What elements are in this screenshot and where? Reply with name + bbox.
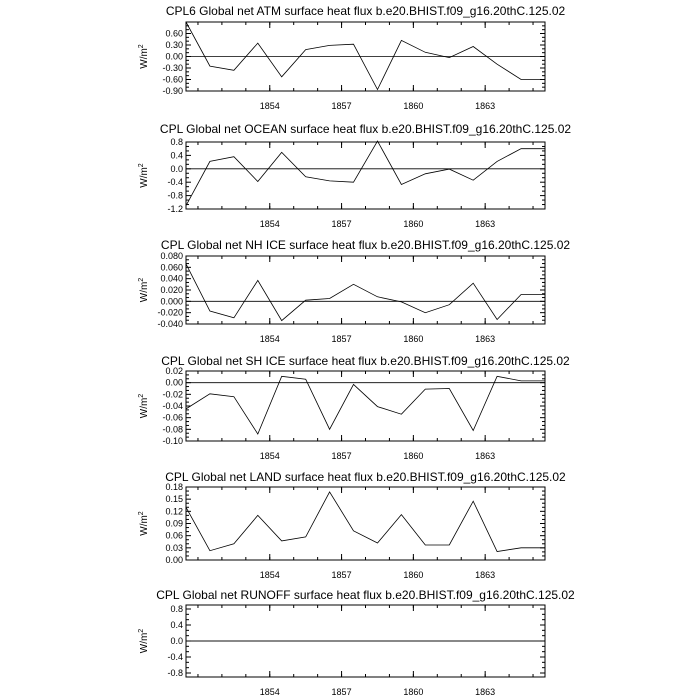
y-axis-label: $W/m^2$ — [138, 277, 150, 303]
y-tick-label: 0.30 — [165, 40, 183, 50]
x-tick-label: 1860 — [403, 334, 424, 344]
plot-frame — [186, 142, 545, 209]
x-tick-label: 1860 — [403, 101, 424, 111]
y-tick-label: 0.00 — [165, 51, 183, 62]
x-tick-label: 1857 — [331, 687, 352, 697]
x-tick-label: 1854 — [259, 451, 280, 461]
x-tick-label: 1860 — [403, 687, 424, 697]
chart-panel-3 — [138, 238, 570, 344]
y-tick-label: -0.90 — [162, 86, 183, 96]
y-tick-label: -0.60 — [162, 74, 183, 85]
series-line — [186, 264, 545, 321]
chart-panel-2 — [138, 122, 571, 229]
y-tick-label: -0.04 — [162, 401, 183, 411]
y-tick-label: 0.02 — [165, 366, 183, 376]
y-tick-label: 0.080 — [160, 251, 183, 261]
x-tick-label: 1863 — [475, 219, 496, 229]
y-tick-label: -0.10 — [162, 436, 183, 446]
series-line — [186, 492, 545, 552]
y-tick-label: 0.4 — [170, 150, 183, 161]
chart-title: CPL6 Global net ATM surface heat flux b.e20.BHIST.f09_g16.20thC.125.02 — [165, 4, 566, 18]
y-tick-label: -0.020 — [157, 307, 183, 318]
chart-title: CPL Global net OCEAN surface heat flux b.e20.BHIST.f09_g16.20thC.125.02 — [159, 122, 572, 136]
y-tick-label: 0.0 — [170, 163, 183, 174]
x-tick-label: 1863 — [475, 687, 496, 697]
y-tick-label: 0.8 — [170, 604, 183, 614]
x-tick-label: 1854 — [259, 101, 280, 111]
y-tick-label: 0.60 — [165, 28, 183, 39]
x-tick-label: 1854 — [259, 334, 280, 344]
x-tick-label: 1857 — [331, 451, 352, 461]
chart-title: CPL Global net RUNOFF surface heat flux b.e20.BHIST.f09_g16.20thC.125.02 — [156, 588, 575, 602]
y-tick-label: -0.040 — [157, 319, 183, 329]
x-tick-label: 1854 — [259, 570, 280, 580]
y-tick-label: 0.12 — [165, 506, 183, 517]
y-tick-label: 0.060 — [160, 262, 183, 273]
y-tick-label: 0.0 — [170, 636, 183, 646]
y-tick-label: 0.00 — [165, 377, 183, 388]
x-tick-label: 1863 — [475, 570, 496, 580]
x-tick-label: 1857 — [331, 219, 352, 229]
x-tick-label: 1857 — [331, 570, 352, 580]
plot-frame — [186, 256, 545, 324]
series-line — [186, 141, 545, 206]
x-tick-label: 1857 — [331, 334, 352, 344]
x-tick-label: 1863 — [475, 101, 496, 111]
y-tick-label: -1.2 — [167, 204, 183, 214]
y-tick-label: 0.09 — [165, 518, 183, 529]
chart-title: CPL Global net SH ICE surface heat flux b.e20.BHIST.f09_g16.20thC.125.02 — [161, 354, 570, 368]
chart-panel-1 — [138, 4, 566, 111]
y-tick-label: 0.00 — [165, 555, 183, 565]
x-tick-label: 1857 — [331, 101, 352, 111]
y-tick-label: -0.02 — [162, 389, 183, 400]
y-tick-label: 0.020 — [160, 285, 183, 295]
y-axis-label: $W/m^2$ — [138, 628, 150, 654]
x-tick-label: 1863 — [475, 334, 496, 344]
y-tick-label: -0.8 — [167, 668, 183, 678]
chart-title: CPL Global net NH ICE surface heat flux b.e20.BHIST.f09_g16.20thC.125.02 — [160, 238, 571, 252]
y-tick-label: 0.4 — [170, 620, 183, 630]
x-tick-label: 1854 — [259, 687, 280, 697]
series-line — [186, 376, 545, 434]
y-tick-label: 0.040 — [160, 273, 183, 284]
y-tick-label: 0.8 — [170, 137, 183, 147]
y-tick-label: 0.000 — [160, 296, 183, 307]
y-axis-label: $W/m^2$ — [138, 163, 150, 188]
y-tick-label: 0.06 — [165, 530, 183, 541]
y-tick-label: 0.18 — [165, 482, 183, 492]
y-axis-label: $W/m^2$ — [138, 44, 150, 69]
y-axis-label: $W/m^2$ — [138, 511, 150, 536]
y-tick-label: -0.4 — [167, 652, 183, 662]
y-tick-label: -0.4 — [167, 177, 183, 188]
plot-frame — [186, 487, 545, 560]
x-tick-label: 1863 — [475, 451, 496, 461]
x-tick-label: 1854 — [259, 219, 280, 229]
y-tick-label: -0.30 — [162, 63, 183, 73]
series-line — [186, 22, 545, 90]
y-tick-label: -0.8 — [167, 190, 183, 201]
y-tick-label: 0.15 — [165, 494, 183, 505]
y-tick-label: -0.08 — [162, 424, 183, 435]
y-tick-label: 0.03 — [165, 542, 183, 553]
chart-panel-4 — [138, 354, 570, 461]
chart-panel-6 — [138, 588, 575, 697]
x-tick-label: 1860 — [403, 219, 424, 229]
chart-title: CPL Global net LAND surface heat flux b.e20.BHIST.f09_g16.20thC.125.02 — [165, 470, 566, 484]
x-tick-label: 1860 — [403, 570, 424, 580]
chart-panel-5 — [138, 470, 566, 580]
y-axis-label: $W/m^2$ — [138, 393, 150, 419]
y-tick-label: -0.06 — [162, 412, 183, 423]
x-tick-label: 1860 — [403, 451, 424, 461]
